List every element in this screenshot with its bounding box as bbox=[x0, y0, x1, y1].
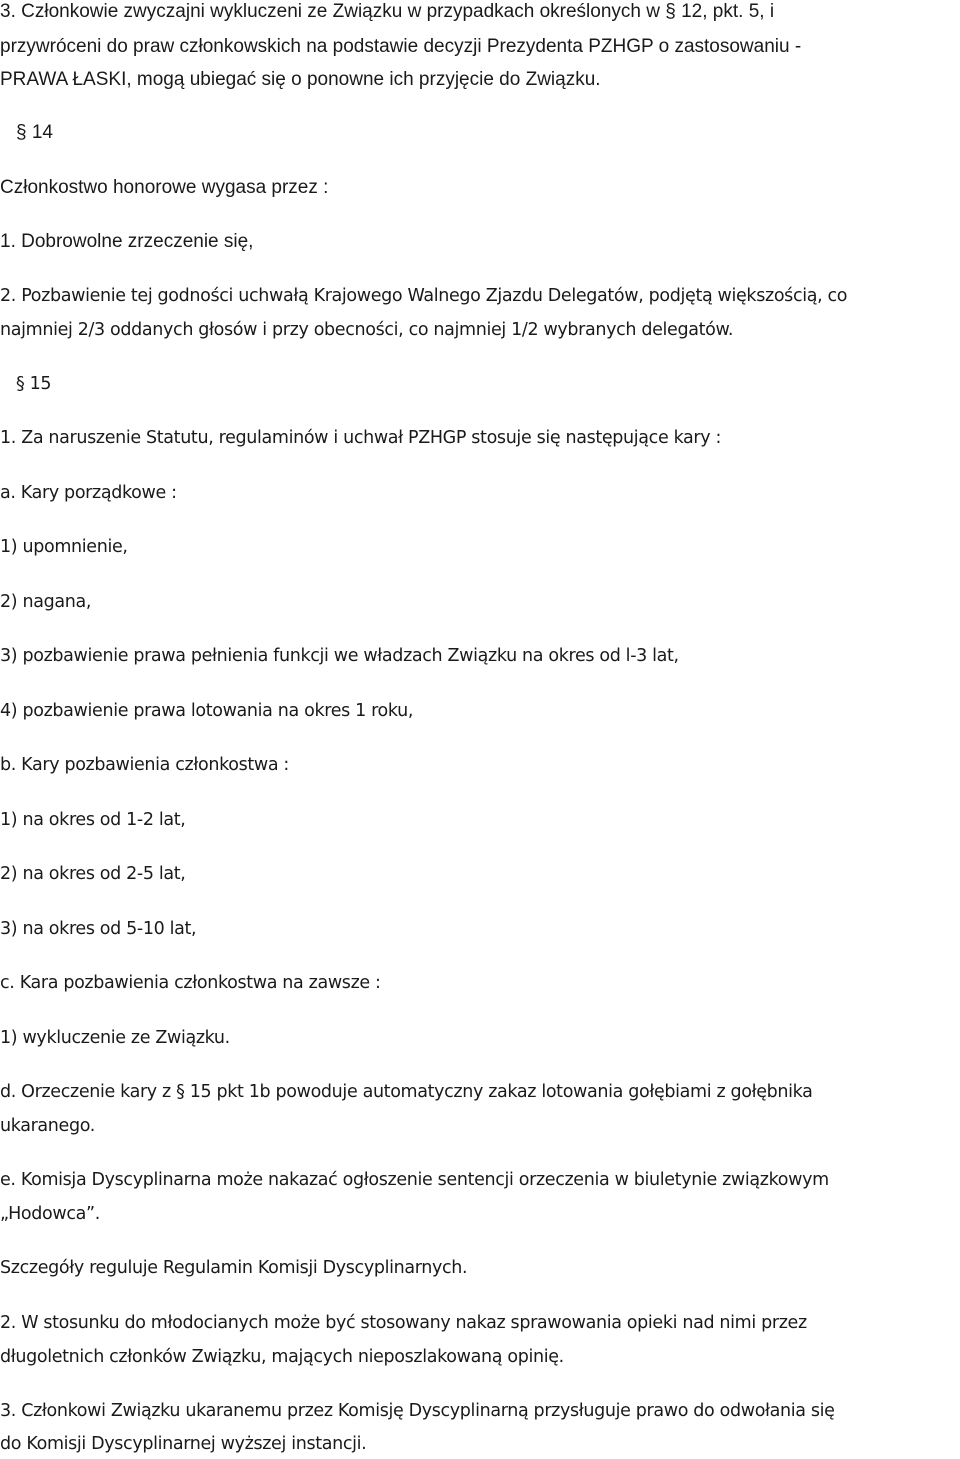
penalties-a-heading: a. Kary porządkowe : bbox=[0, 483, 177, 503]
section-15-heading: § 15 bbox=[16, 374, 52, 394]
point-e-line-1: e. Komisja Dyscyplinarna może nakazać ogłoszenie sentencji orzeczenia w biuletynie związkowym bbox=[0, 1170, 829, 1190]
paragraph-3-line-3: PRAWA ŁASKI, mogą ubiegać się o ponowne ich przyjęcie do Związku. bbox=[0, 69, 601, 90]
paragraph-3-line-1: 3. Członkowie zwyczajni wykluczeni ze Związku w przypadkach określonych w § 12, pkt. 5, i bbox=[0, 1, 775, 22]
penalty-a-1: 1) upomnienie, bbox=[0, 537, 128, 557]
details-note: Szczegóły reguluje Regulamin Komisji Dyscyplinarnych. bbox=[0, 1258, 468, 1278]
penalty-b-3: 3) na okres od 5-10 lat, bbox=[0, 919, 197, 939]
paragraph-2-line-1: 2. W stosunku do młodocianych może być stosowany nakaz sprawowania opieki nad nimi przez bbox=[0, 1313, 807, 1333]
section-15-paragraph-1: 1. Za naruszenie Statutu, regulaminów i uchwał PZHGP stosuje się następujące kary : bbox=[0, 428, 722, 448]
section-14-heading: § 14 bbox=[16, 122, 53, 143]
point-e-line-2: „Hodowca”. bbox=[0, 1204, 100, 1224]
penalty-a-4: 4) pozbawienie prawa lotowania na okres 1 roku, bbox=[0, 701, 414, 721]
paragraph-2-line-2: długoletnich członków Związku, mających nieposzlakowaną opinię. bbox=[0, 1347, 564, 1367]
penalty-c-1: 1) wykluczenie ze Związku. bbox=[0, 1028, 230, 1048]
point-d-line-2: ukaranego. bbox=[0, 1116, 95, 1136]
paragraph-3b-line-2: do Komisji Dyscyplinarnej wyższej instancji. bbox=[0, 1434, 367, 1454]
penalties-c-heading: c. Kara pozbawienia członkostwa na zawsze : bbox=[0, 973, 381, 993]
penalties-b-heading: b. Kary pozbawienia członkostwa : bbox=[0, 755, 289, 775]
section-14-item-2-line-1: 2. Pozbawienie tej godności uchwałą Krajowego Walnego Zjazdu Delegatów, podjętą większością, co bbox=[0, 286, 848, 306]
point-d-line-1: d. Orzeczenie kary z § 15 pkt 1b powoduje automatyczny zakaz lotowania gołębiami z gołębnika bbox=[0, 1082, 813, 1102]
penalty-b-2: 2) na okres od 2-5 lat, bbox=[0, 864, 186, 884]
penalty-a-3: 3) pozbawienie prawa pełnienia funkcji we władzach Związku na okres od l-3 lat, bbox=[0, 646, 679, 666]
paragraph-3b-line-1: 3. Członkowi Związku ukaranemu przez Komisję Dyscyplinarną przysługuje prawo do odwołania się bbox=[0, 1401, 835, 1421]
paragraph-3-line-2: przywróceni do praw członkowskich na podstawie decyzji Prezydenta PZHGP o zastosowaniu - bbox=[0, 36, 802, 57]
penalty-a-2: 2) nagana, bbox=[0, 592, 92, 612]
section-14-intro: Członkostwo honorowe wygasa przez : bbox=[0, 177, 329, 198]
section-14-item-1: 1. Dobrowolne zrzeczenie się, bbox=[0, 231, 254, 252]
penalty-b-1: 1) na okres od 1-2 lat, bbox=[0, 810, 186, 830]
section-14-item-2-line-2: najmniej 2/3 oddanych głosów i przy obecności, co najmniej 1/2 wybranych delegatów. bbox=[0, 320, 734, 340]
